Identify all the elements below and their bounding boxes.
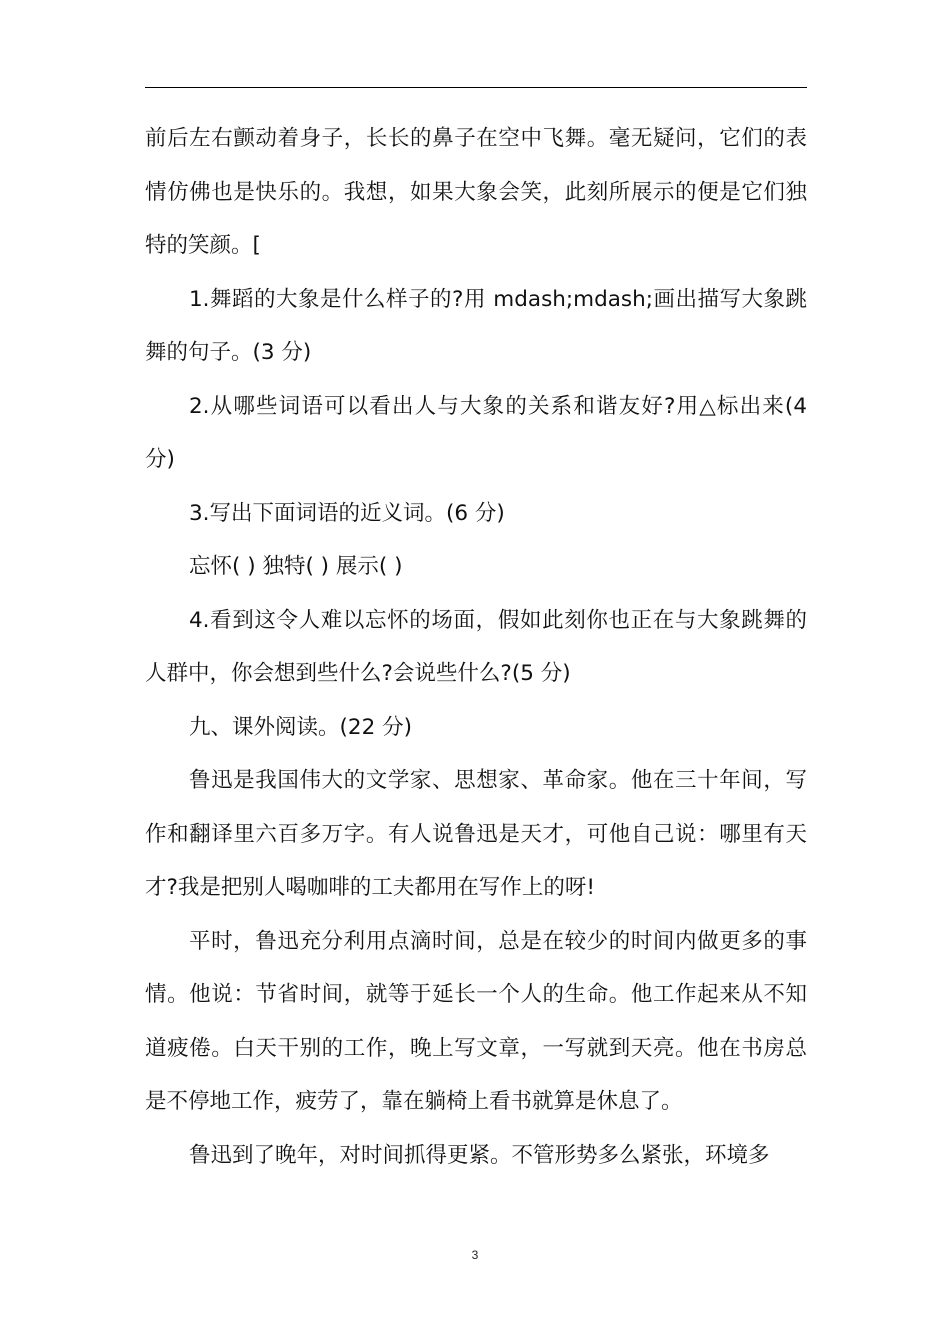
header-rule: [145, 87, 807, 88]
reading-paragraph-1: 鲁迅是我国伟大的文学家、思想家、革命家。他在三十年间，写作和翻译里六百多万字。有人说鲁迅是天才，可他自己说：哪里有天才?我是把别人喝咖啡的工夫都用在写作上的呀!: [145, 768, 807, 900]
reading-paragraph-2: 平时，鲁迅充分利用点滴时间，总是在较少的时间内做更多的事情。他说：节省时间，就等于延长一个人的生命。他工作起来从不知道疲倦。白天干别的工作，晚上写文章，一写就到天亮。他在书房总是不停地工作，疲劳了，靠在躺椅上看书就算是休息了。: [145, 928, 807, 1114]
question-4: 4.看到这令人难以忘怀的场面，假如此刻你也正在与大象跳舞的人群中，你会想到些什么?会说些什么?(5 分): [145, 607, 807, 686]
question-3-blanks: 忘怀( ) 独特( ) 展示( ): [189, 554, 403, 579]
page-number: 3: [471, 1248, 479, 1262]
reading-paragraph-3: 鲁迅到了晚年，对时间抓得更紧。不管形势多么紧张，环境多: [189, 1142, 770, 1168]
question-1: 1.舞蹈的大象是什么样子的?用 mdash;mdash;画出描写大象跳舞的句子。(3 分): [145, 286, 807, 365]
question-3: 3.写出下面词语的近义词。(6 分): [189, 500, 505, 526]
section-heading: 九、课外阅读。(22 分): [189, 714, 412, 740]
document-body: [145, 112, 807, 1182]
question-2: 2.从哪些词语可以看出人与大象的关系和谐友好?用△标出来(4 分): [145, 393, 807, 472]
paragraph-continuation: 前后左右颤动着身子，长长的鼻子在空中飞舞。毫无疑问，它们的表情仿佛也是快乐的。我想，如果大象会笑，此刻所展示的便是它们独特的笑颜。[: [145, 126, 807, 258]
